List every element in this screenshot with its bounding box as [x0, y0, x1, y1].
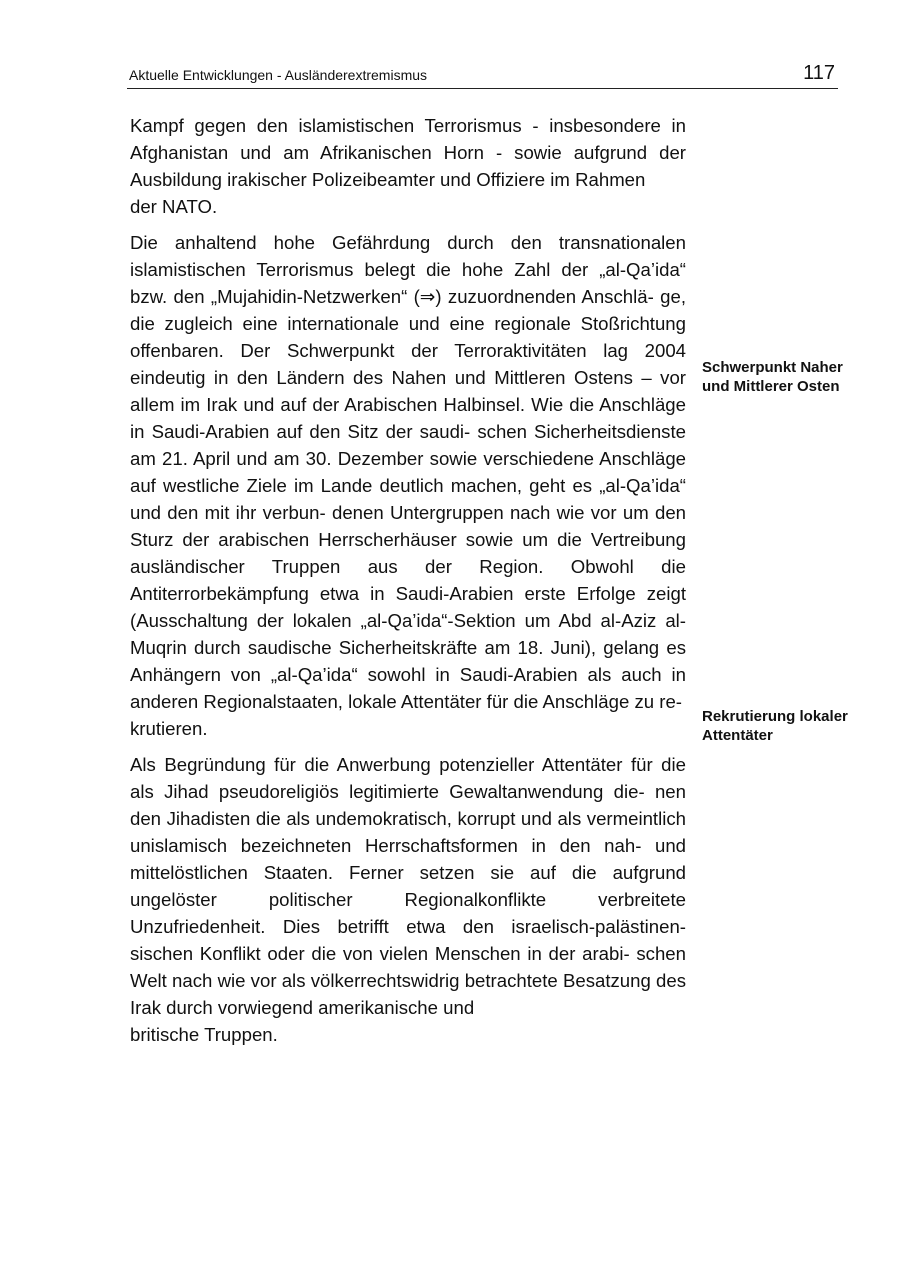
- text-line: Wie die Anschläge in Saudi-Arabien auf den Sitz der saudi-: [130, 394, 686, 442]
- text-line: lokalen „al-Qa’ida“-Sektion um Abd al-Aziz al-Muqrin durch: [130, 610, 686, 658]
- text-line: ge, die zugleich eine internationale und eine regionale: [130, 286, 686, 334]
- paragraph-1: [130, 112, 686, 220]
- text-line: schen Welt nach wie vor als völkerrechtswidrig betrachtete: [130, 943, 686, 991]
- text-line: britische Truppen.: [130, 1024, 278, 1045]
- text-line: krutieren.: [130, 718, 208, 739]
- text-line: deutlich machen, geht es „al-Qa’ida“ und den mit ihr verbun-: [130, 475, 686, 523]
- text-line: Als Begründung für die Anwerbung potenzieller Attentäter für: [130, 754, 653, 775]
- text-line: Truppen aus der Region. Obwohl die Antiterrorbekämpfung: [130, 556, 686, 604]
- text-line: Unzufriedenheit. Dies betrifft etwa den israelisch-palästinen-: [130, 916, 686, 937]
- text-line: sischen Konflikt oder die von vielen Menschen in der arabi-: [130, 943, 630, 964]
- paragraph-3: [130, 751, 686, 1048]
- text-line: schen Sicherheitsdienste am 21. April und am 30. Dezember: [130, 421, 686, 469]
- text-line: Die anhaltend hohe Gefährdung durch den transnationalen: [130, 232, 686, 253]
- text-line: Ausbildung irakischer Polizeibeamter und Offiziere im Rahmen: [130, 169, 646, 190]
- text-line: Kampf gegen den islamistischen Terrorismus - insbesondere in: [130, 115, 686, 136]
- margin-note-line: Attentäter: [702, 727, 773, 744]
- text-line: Ostens – vor allem im Irak und auf der Arabischen Halbinsel.: [130, 367, 686, 415]
- page-number: 117: [803, 62, 835, 84]
- text-line: sowie verschiedene Anschläge auf westliche Ziele im Lande: [130, 448, 686, 496]
- text-line: Herrscherhäuser sowie um die Vertreibung ausländischer: [130, 529, 686, 577]
- text-line: saudische Sicherheitskräfte am 18. Juni), gelang es Anhängern: [130, 637, 686, 685]
- text-line: aufgrund ungelöster politischer Regionalkonflikte verbreitete: [130, 862, 686, 910]
- paragraph-2: [130, 229, 686, 742]
- text-line: etwa in Saudi-Arabien erste Erfolge zeigt (Ausschaltung der: [130, 583, 686, 631]
- margin-note-line: Schwerpunkt Naher: [702, 359, 843, 376]
- text-line: Regionalstaaten, lokale Attentäter für die Anschläge zu re-: [203, 691, 682, 712]
- text-line: Afghanistan und am Afrikanischen Horn - sowie aufgrund der: [130, 142, 686, 163]
- running-title: Aktuelle Entwicklungen - Ausländerextremismus: [129, 67, 428, 83]
- text-line: Stoßrichtung offenbaren. Der Schwerpunkt der Terroraktivitäten: [130, 313, 686, 361]
- text-line: den nah- und mittelöstlichen Staaten. Ferner setzen sie auf die: [130, 835, 687, 883]
- page-header: [127, 62, 838, 89]
- margin-note-line: und Mittlerer Osten: [702, 378, 840, 395]
- text-line: nen den Jihadisten die als undemokratisch, korrupt und als: [130, 781, 686, 829]
- text-line: lag 2004 eindeutig in den Ländern des Nahen und Mittleren: [130, 340, 686, 388]
- text-line: islamistischen Terrorismus belegt die hohe Zahl der „al-Qa’ida“: [130, 259, 686, 280]
- text-line: denen Untergruppen nach wie vor um den Sturz der arabischen: [130, 502, 686, 550]
- text-line: von „al-Qa’ida“ sowohl in Saudi-Arabien als auch in anderen: [130, 664, 686, 712]
- margin-note-schwerpunkt: [702, 358, 887, 396]
- margin-note-rekrutierung: [702, 707, 887, 745]
- text-line: der NATO.: [130, 196, 218, 217]
- text-line: Besatzung des Irak durch vorwiegend amerikanische und: [130, 970, 687, 1018]
- text-line: vermeintlich unislamisch bezeichneten Herrschaftsformen in: [130, 808, 686, 856]
- margin-note-line: Rekrutierung lokaler: [702, 708, 848, 725]
- text-line: bzw. den „Mujahidin-Netzwerken“ (⇒) zuzuordnenden Anschlä-: [130, 286, 654, 307]
- text-line: die als Jihad pseudoreligiös legitimierte Gewaltanwendung die-: [130, 754, 686, 802]
- main-text: [130, 112, 686, 1057]
